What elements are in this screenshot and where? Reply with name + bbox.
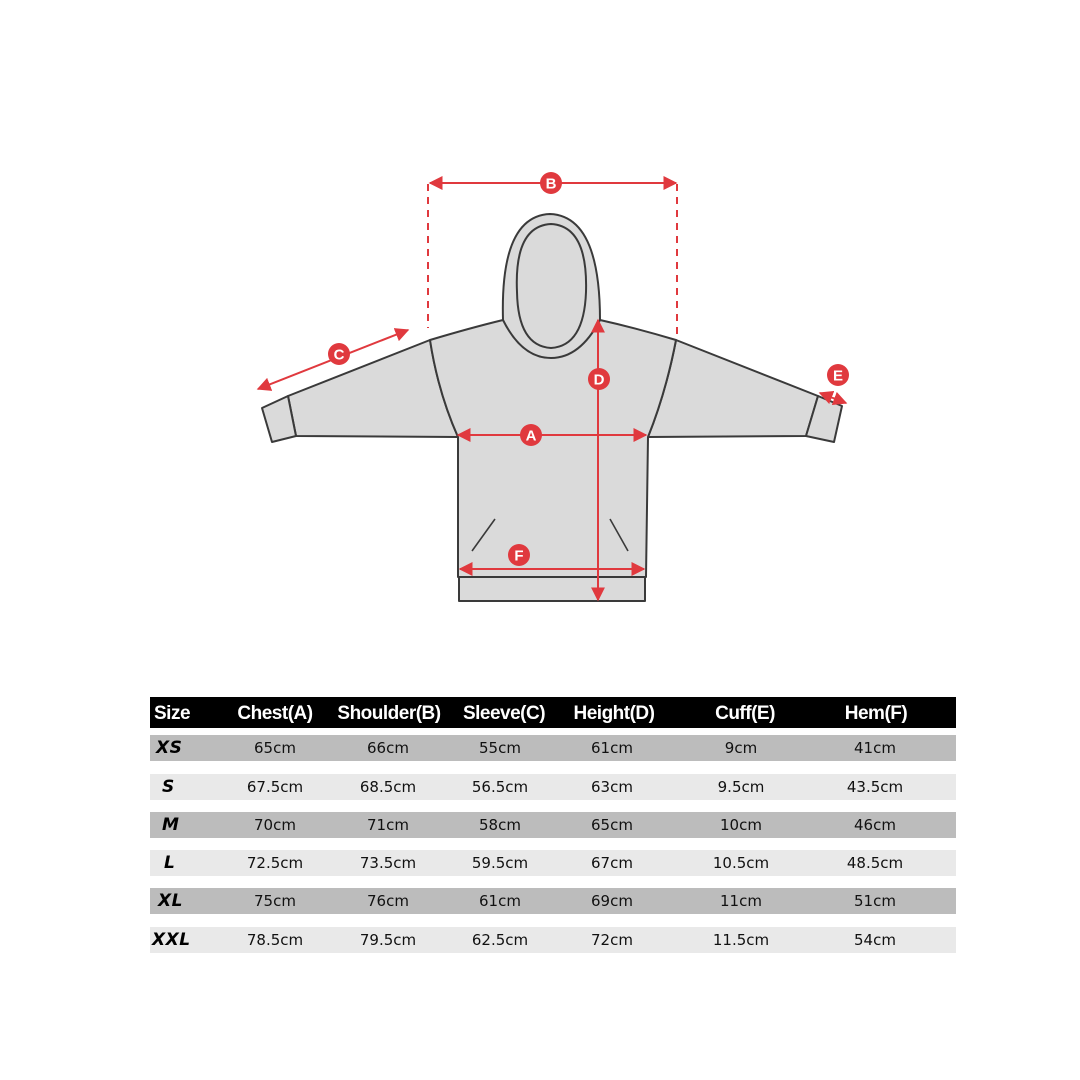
table-row	[150, 927, 956, 953]
hem-value: 51cm	[854, 892, 896, 910]
sleeve-value: 61cm	[479, 892, 521, 910]
marker-d	[588, 368, 610, 390]
marker-f	[508, 544, 530, 566]
marker-c-label: C	[333, 346, 345, 364]
hem-value: 43.5cm	[846, 778, 904, 796]
cuff-value: 10cm	[720, 816, 762, 834]
shoulder-value: 66cm	[367, 739, 409, 757]
height-value: 72cm	[591, 931, 633, 949]
height-value: 67cm	[591, 854, 633, 872]
marker-b	[540, 172, 562, 194]
header-sleeve: Sleeve(C)	[462, 702, 546, 724]
sleeve-value: 62.5cm	[471, 931, 529, 949]
height-value: 63cm	[591, 778, 633, 796]
header-shoulder: Shoulder(B)	[337, 702, 441, 724]
size-label: S	[162, 777, 175, 797]
hood-opening	[517, 224, 586, 348]
chest-value: 78.5cm	[246, 931, 304, 949]
table-row	[150, 774, 956, 800]
chest-value: 67.5cm	[246, 778, 304, 796]
cuff-value: 10.5cm	[712, 854, 770, 872]
cuff-value: 9.5cm	[717, 778, 765, 796]
header-chest: Chest(A)	[237, 702, 313, 724]
hem-value: 48.5cm	[846, 854, 904, 872]
table-row	[150, 850, 956, 876]
cuff-value: 11cm	[720, 892, 762, 910]
size-label: M	[162, 815, 180, 835]
marker-b-label: B	[545, 175, 557, 193]
marker-e-label: E	[832, 367, 844, 385]
shoulder-value: 76cm	[367, 892, 409, 910]
table-row	[150, 812, 956, 838]
header-size: Size	[154, 702, 191, 724]
table-row	[150, 735, 956, 761]
hem-value: 41cm	[854, 739, 896, 757]
marker-a-label: A	[525, 427, 537, 445]
header-height: Height(D)	[573, 702, 655, 724]
cuff-value: 9cm	[724, 739, 758, 757]
marker-f-label: F	[514, 547, 524, 565]
chest-value: 75cm	[254, 892, 296, 910]
size-label: XXL	[152, 930, 191, 950]
size-label: XL	[158, 891, 183, 911]
sleeve-value: 55cm	[479, 739, 521, 757]
height-value: 65cm	[591, 816, 633, 834]
cuff-value: 11.5cm	[712, 931, 770, 949]
table-header	[150, 697, 956, 728]
marker-a	[520, 424, 542, 446]
hem-value: 46cm	[854, 816, 896, 834]
shoulder-value: 71cm	[367, 816, 409, 834]
sleeve-value: 59.5cm	[471, 854, 529, 872]
size-label: XS	[156, 738, 183, 758]
header-hem: Hem(F)	[844, 702, 908, 724]
table-row	[150, 888, 956, 914]
height-value: 69cm	[591, 892, 633, 910]
height-value: 61cm	[591, 739, 633, 757]
hoodie-illustration	[262, 214, 842, 601]
sleeve-value: 58cm	[479, 816, 521, 834]
size-label: L	[164, 853, 176, 873]
header-cuff: Cuff(E)	[715, 702, 775, 724]
chest-value: 65cm	[254, 739, 296, 757]
marker-d-label: D	[593, 371, 605, 389]
chest-value: 70cm	[254, 816, 296, 834]
shoulder-value: 79.5cm	[359, 931, 417, 949]
sleeve-value: 56.5cm	[471, 778, 529, 796]
shoulder-value: 73.5cm	[359, 854, 417, 872]
marker-c	[328, 343, 350, 365]
hem-value: 54cm	[854, 931, 896, 949]
shoulder-value: 68.5cm	[359, 778, 417, 796]
marker-e	[827, 364, 849, 386]
chest-value: 72.5cm	[246, 854, 304, 872]
hem-band	[459, 577, 645, 601]
